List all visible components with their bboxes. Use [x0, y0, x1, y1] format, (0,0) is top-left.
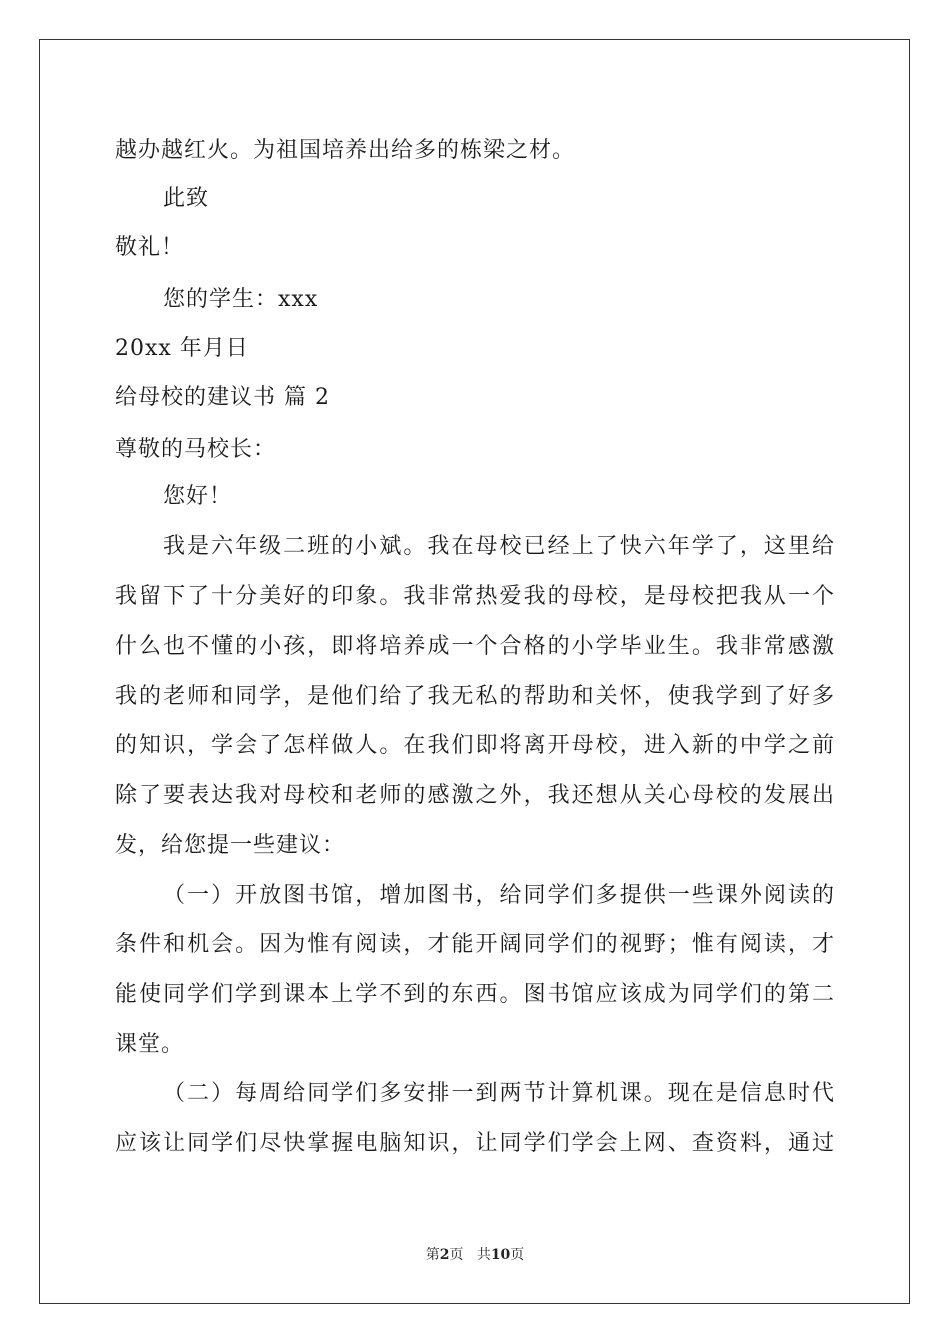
paragraph-line: 的知识，学会了怎样做人。在我们即将离开母校，进入新的中学之前 [115, 733, 835, 758]
paragraph-line: 课堂。 [115, 1032, 185, 1057]
page-footer [0, 1245, 950, 1265]
paragraph-line: 我的老师和同学，是他们给了我无私的帮助和关怀，使我学到了好多 [115, 684, 835, 709]
text-line: 越办越红火。为祖国培养出给多的栋梁之材。 [115, 138, 576, 163]
text-line-hello: 您好！ [163, 484, 233, 509]
footer-page-suffix: 页 [449, 1247, 464, 1263]
paragraph-line: （二）每周给同学们多安排一到两节计算机课。现在是信息时代 [163, 1081, 835, 1106]
text-line-greeting: 尊敬的马校长： [115, 437, 277, 462]
footer-total-suffix: 页 [510, 1247, 525, 1263]
text-line-salute: 敬礼！ [115, 235, 185, 260]
paragraph-line: 什么也不懂的小孩，即将培养成一个合格的小学毕业生。我非常感激 [115, 634, 835, 659]
footer-total-pages: 10 [490, 1247, 511, 1263]
paragraph-line: 应该让同学们尽快掌握电脑知识，让同学们学会上网、查资料，通过 [115, 1131, 835, 1156]
footer-page-prefix: 第 [425, 1247, 440, 1263]
paragraph-line: 条件和机会。因为惟有阅读，才能开阔同学们的视野；惟有阅读，才 [115, 932, 835, 957]
footer-page-number: 2 [439, 1247, 450, 1263]
paragraph-line: 能使同学们学到课本上学不到的东西。图书馆应该成为同学们的第二 [115, 982, 835, 1007]
text-line-closing: 此致 [163, 186, 210, 211]
paragraph-line: （一）开放图书馆，增加图书，给同学们多提供一些课外阅读的 [163, 883, 835, 908]
section-title: 给母校的建议书 篇 2 [115, 385, 330, 410]
paragraph-line: 发，给您提一些建议： [115, 833, 346, 858]
paragraph-line: 我是六年级二班的小斌。我在母校已经上了快六年学了，这里给 [163, 534, 835, 559]
paragraph-line: 除了要表达我对母校和老师的感激之外，我还想从关心母校的发展出 [115, 783, 835, 808]
text-line-date: 20xx 年月日 [115, 336, 249, 361]
footer-total-prefix: 共 [476, 1247, 491, 1263]
paragraph-line: 我留下了十分美好的印象。我非常热爱我的母校，是母校把我从一个 [115, 584, 835, 609]
text-line-signature: 您的学生：xxx [163, 287, 319, 312]
page-border [39, 39, 910, 1304]
